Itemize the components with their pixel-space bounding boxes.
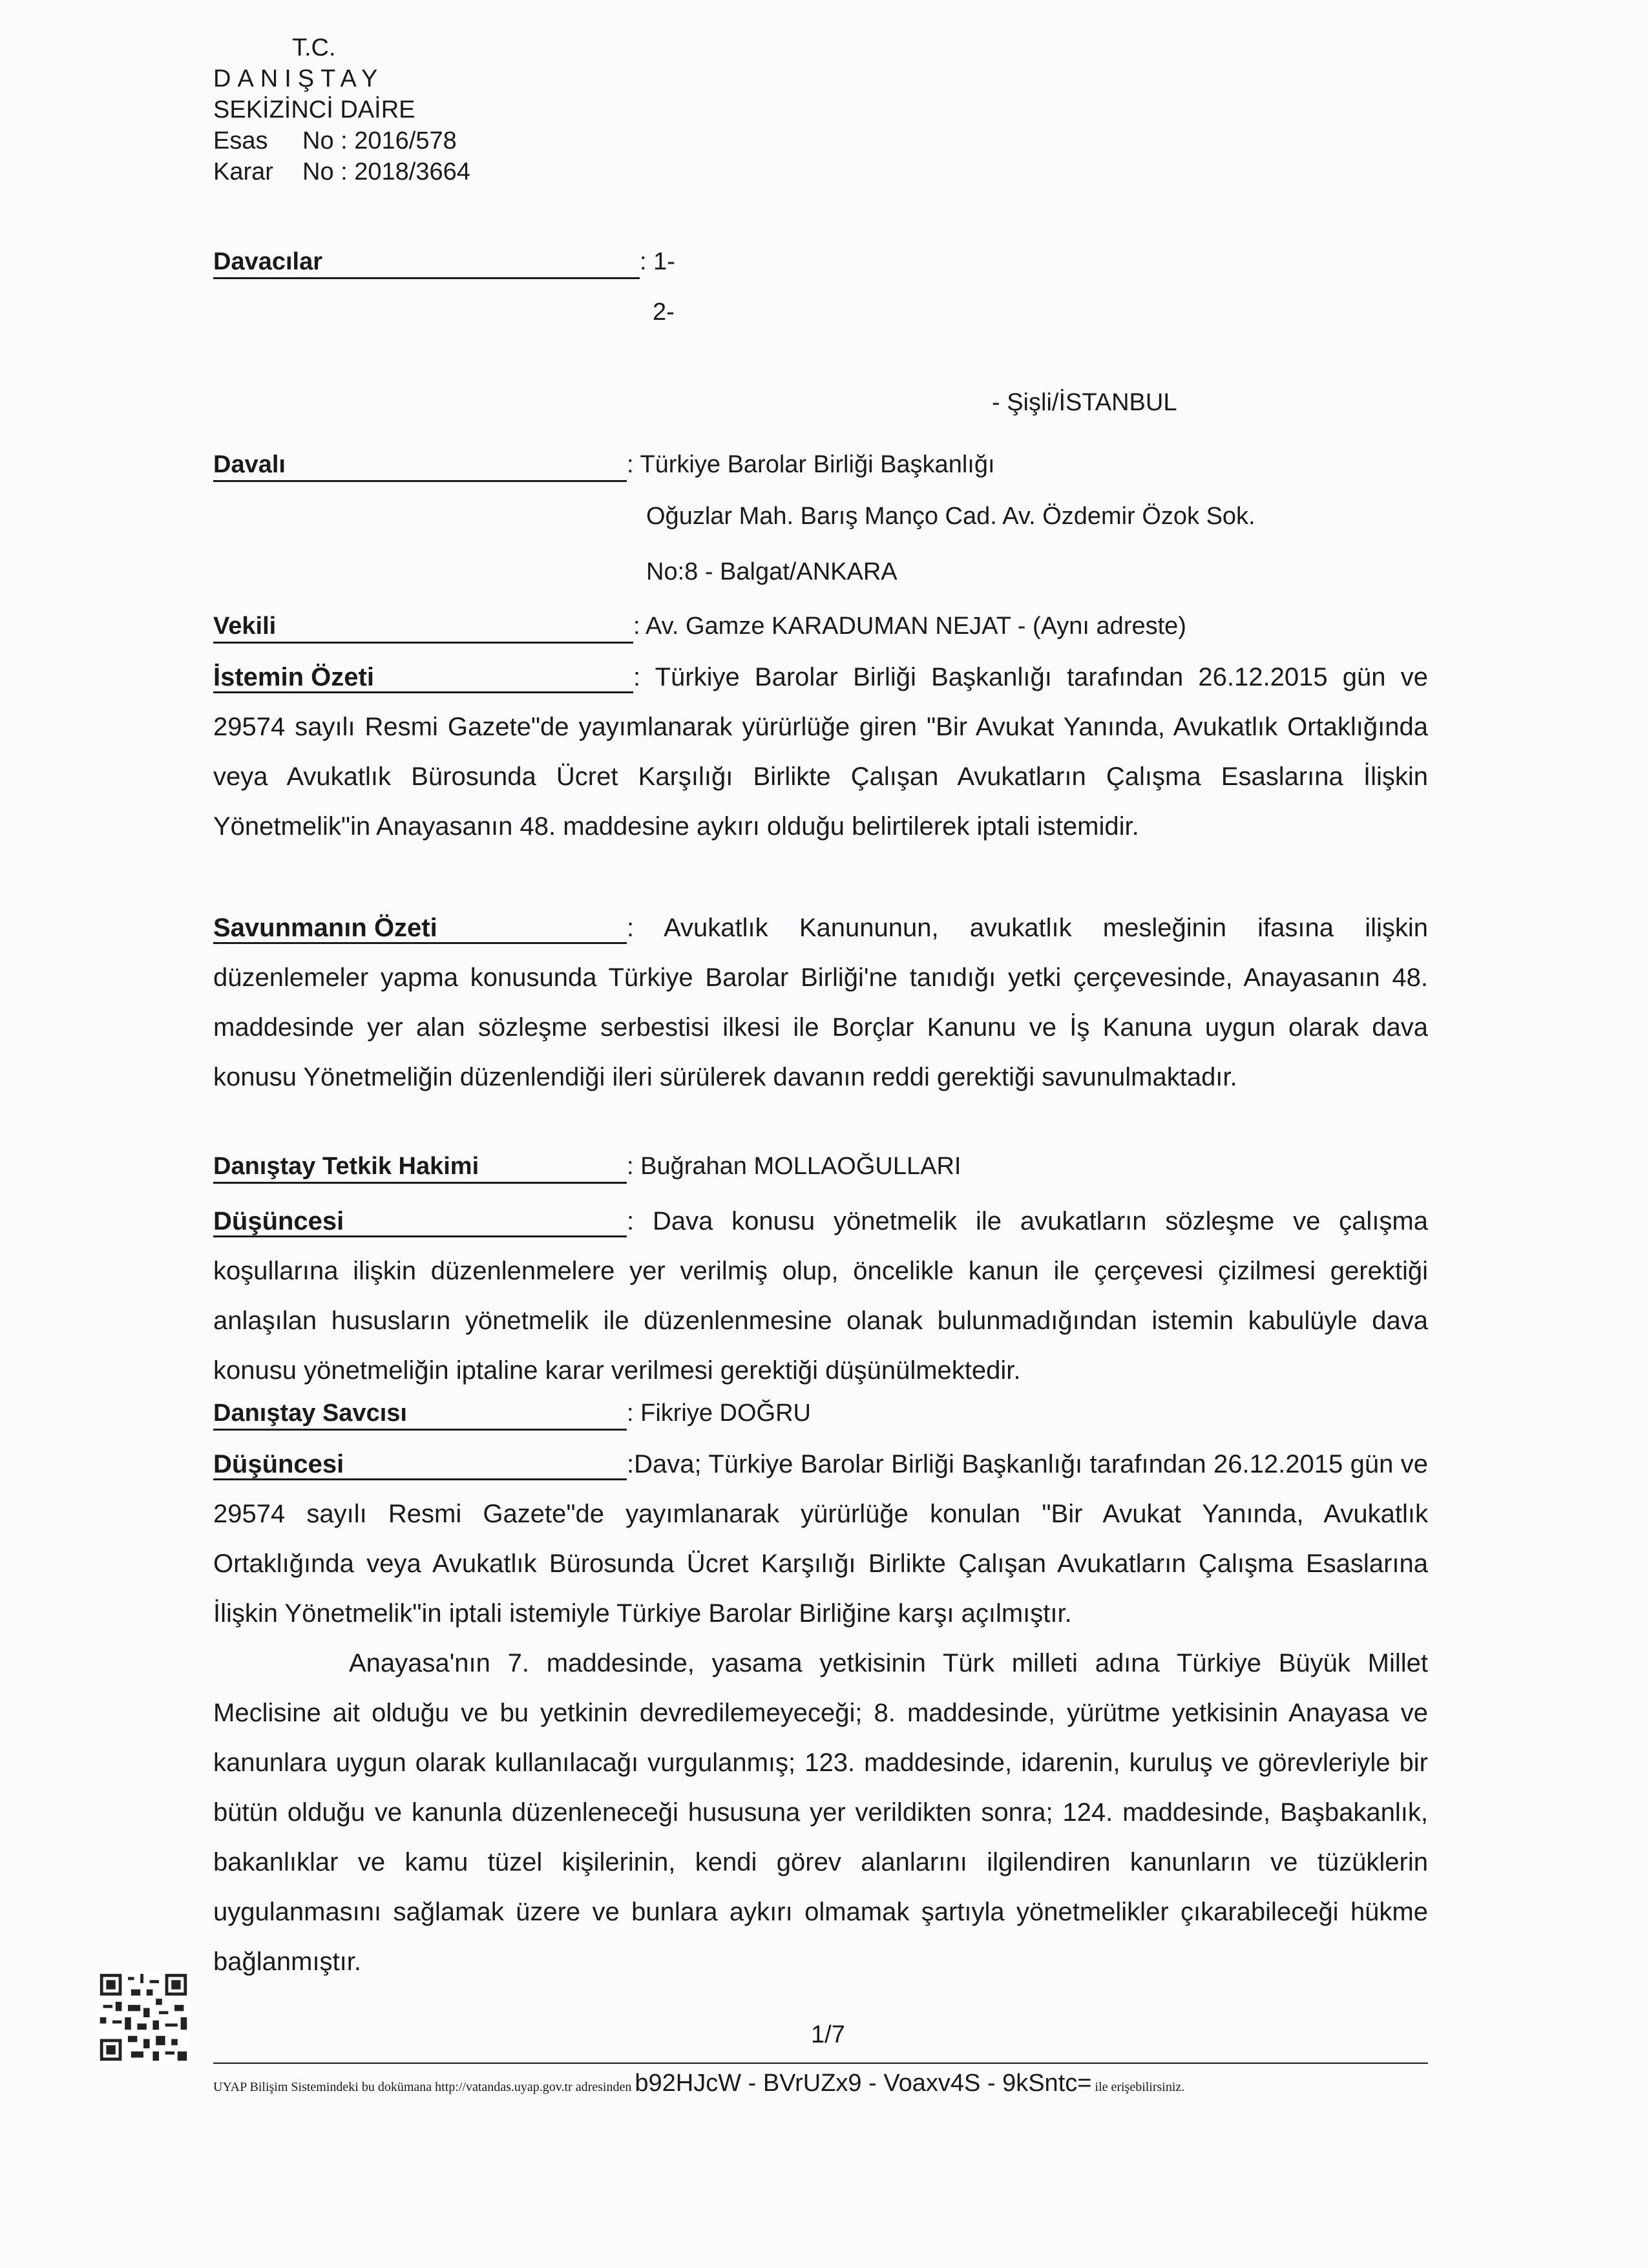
footer-divider [213, 2063, 1428, 2064]
header-chamber: SEKİZİNCİ DAİRE [213, 96, 415, 123]
vekili-label: Vekili [213, 613, 633, 644]
header-esas [213, 125, 470, 156]
savci-paragraph-2-text: Anayasa'nın 7. maddesinde, yasama yetkisinin Türk milleti adına Türkiye Büyük Millet Meclisine ait olduğu ve bu yetkinin devredilemeyeceği; 8. maddesinde, yürütme yetkisinin Anayasa ve kanunlara uygun olarak kullanılacağı vurgulanmış; 123. maddesinde, idarenin, kuruluş ve görevleriyle bir bütün olduğu ve kanunla düzenleneceği hususuna yer verildikten sonra; 124. maddesinde, Başbakanlık, bakanlıklar ve kamu tüzel kişilerinin, kendi görev alanlarını ilgilendiren kanunların ve tüzüklerin uygulanmasını sağlamak üzere ve bunlara aykırı olmamak şartıyla yönetmelikler çıkarabileceği hükme bağlanmıştır. [213, 1649, 1428, 1976]
tetkik-value: : Buğrahan MOLLAOĞULLARI [627, 1153, 961, 1180]
davali-address-2: No:8 - Balgat/ANKARA [646, 558, 898, 585]
footer-access-code: b92HJcW - BVrUZx9 - Voaxv4S - 9kSntc= [635, 2070, 1092, 2097]
savci-row [213, 1400, 811, 1431]
vekili-row [213, 613, 1186, 644]
savunma-label: Savunmanın Özeti [213, 914, 627, 944]
davacilar-1: : 1- [640, 248, 675, 275]
savci-dusunce-label: Düşüncesi [213, 1450, 627, 1480]
savci-value: : Fikriye DOĞRU [627, 1400, 811, 1427]
savci-label: Danıştay Savcısı [213, 1400, 627, 1431]
tetkik-dusunce-label: Düşüncesi [213, 1207, 627, 1237]
davacilar-2: 2- [653, 299, 675, 326]
qr-code-icon [97, 1971, 190, 2064]
davali-label: Davalı [213, 451, 627, 482]
davacilar-address: - Şişli/İSTANBUL [992, 389, 1177, 416]
page-number: 1/7 [811, 2021, 845, 2048]
tetkik-label: Danıştay Tetkik Hakimi [213, 1153, 627, 1184]
istem-text: : Türkiye Barolar Birliği Başkanlığı tarafından 26.12.2015 gün ve 29574 sayılı Resmi Gazete"de yayımlanarak yürürlüğe giren "Bir Avukat Yanında, Avukatlık Ortaklığında veya Avukatlık Bürosunda Ücret Karşılığı Birlikte Çalışan Avukatların Çalışma Esaslarına İlişkin Yönetmelik"in Anayasanın 48. maddesine aykırı olduğu belirtilerek iptali istemidir. [213, 663, 1428, 841]
savci-dusunce-section [213, 1440, 1428, 1639]
savunma-section [213, 903, 1428, 1102]
savunma-text: : Avukatlık Kanununun, avukatlık mesleğinin ifasına ilişkin düzenlemeler yapma konusunda Türkiye Barolar Birliği'ne tanıdığı yetki çerçevesinde, Anayasanın 48. maddesinde yer alan sözleşme serbestisi ilkesi ile Borçlar Kanunu ve İş Kanuna uygun olarak dava konusu Yönetmeliğin düzenlendiği ileri sürülerek davanın reddi gerektiği savunulmaktadır. [213, 914, 1428, 1091]
esas-label: Esas [213, 127, 268, 154]
footer-prefix: UYAP Bilişim Sistemindeki bu dokümana http://vatandas.uyap.gov.tr adresinden [213, 2080, 632, 2094]
header-karar [213, 156, 470, 187]
davacilar-row [213, 248, 675, 279]
header-court: DANIŞTAY [213, 65, 384, 92]
davali-row [213, 451, 995, 482]
karar-value: No : 2018/3664 [302, 158, 470, 185]
tetkik-dusunce-text: : Dava konusu yönetmelik ile avukatların sözleşme ve çalışma koşullarına ilişkin düzenlenmelere yer verilmiş olup, öncelikle kanun ile çerçevesi çizilmesi gerektiği anlaşılan hususların yönetmelik ile düzenlenmesine olanak bulunmadığından istemin kabulüyle dava konusu yönetmeliğin iptaline karar verilmesi gerektiği düşünülmektedir. [213, 1207, 1428, 1385]
karar-label: Karar [213, 158, 273, 185]
esas-value: No : 2016/578 [302, 127, 457, 154]
header-tc: T.C. [292, 34, 336, 61]
istem-label: İstemin Özeti [213, 663, 633, 693]
tetkik-dusunce-section [213, 1197, 1428, 1396]
vekili-value: : Av. Gamze KARADUMAN NEJAT - (Aynı adreste) [633, 613, 1186, 640]
davali-address-1: Oğuzlar Mah. Barış Manço Cad. Av. Özdemir Özok Sok. [646, 503, 1255, 530]
istem-section [213, 653, 1428, 852]
davacilar-label: Davacılar [213, 248, 640, 279]
tetkik-row [213, 1153, 961, 1184]
footer-suffix: ile erişebilirsiniz. [1095, 2080, 1185, 2094]
footer [213, 2070, 1184, 2097]
savci-paragraph-2 [213, 1639, 1428, 1987]
savci-dusunce-text: :Dava; Türkiye Barolar Birliği Başkanlığı tarafından 26.12.2015 gün ve 29574 sayılı Resmi Gazete"de yayımlanarak yürürlüğe konulan "Bir Avukat Yanında, Avukatlık Ortaklığında veya Avukatlık Bürosunda Ücret Karşılığı Birlikte Çalışan Avukatların Çalışma Esaslarına İlişkin Yönetmelik"in iptali istemiyle Türkiye Barolar Birliğine karşı açılmıştır. [213, 1450, 1428, 1628]
davali-value: : Türkiye Barolar Birliği Başkanlığı [627, 451, 995, 478]
document-header [213, 32, 470, 187]
